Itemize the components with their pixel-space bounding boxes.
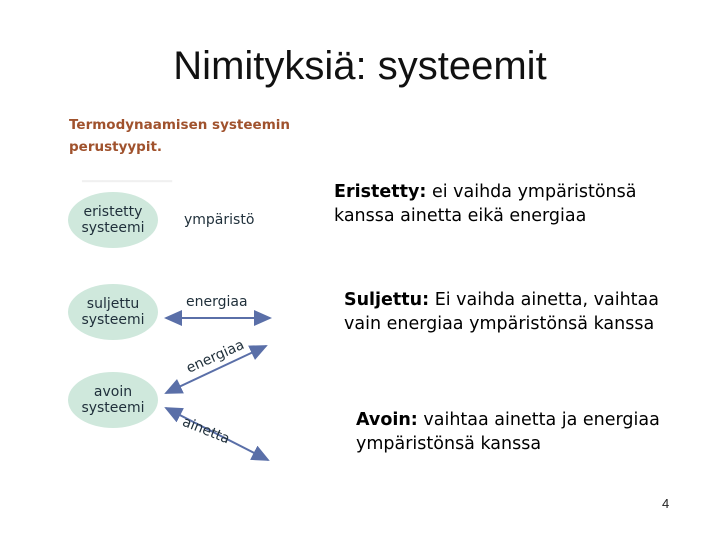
energy-label-open: energiaa xyxy=(184,336,247,377)
matter-label-open: ainetta xyxy=(180,414,232,448)
ghost-text: ▁▁▁▁▁▁▁▁▁ xyxy=(82,168,172,183)
environment-label: ympäristö xyxy=(184,212,255,228)
isolated-text: ei vaihda ympäristönsä kanssa ainetta eikä energiaa xyxy=(334,182,637,226)
open-text: vaihtaa ainetta ja energiaa ympäristönsä kanssa xyxy=(356,410,660,454)
closed-text: Ei vaihda ainetta, vaihtaa vain energiaa ympäristönsä kanssa xyxy=(344,290,659,334)
closed-term: Suljettu: xyxy=(344,290,430,310)
isolated-system-label: eristetty systeemi xyxy=(81,204,145,236)
figure-caption: Termodynaamisen systeemin perustyypit. xyxy=(69,117,291,155)
open-system-ellipse xyxy=(68,372,158,428)
open-description xyxy=(356,408,666,456)
closed-description xyxy=(344,288,694,336)
closed-system-label: suljettu systeemi xyxy=(81,296,145,328)
open-system-label: avoin systeemi xyxy=(81,384,145,416)
isolated-term: Eristetty: xyxy=(334,182,427,202)
open-term: Avoin: xyxy=(356,410,418,430)
system-types-figure xyxy=(62,108,312,488)
closed-system-ellipse xyxy=(68,284,158,340)
isolated-system-ellipse xyxy=(68,192,158,248)
energy-label-closed: energiaa xyxy=(186,294,248,310)
isolated-description xyxy=(334,180,674,228)
slide-title: Nimityksiä: systeemit xyxy=(173,44,547,88)
page-number: 4 xyxy=(662,496,670,511)
